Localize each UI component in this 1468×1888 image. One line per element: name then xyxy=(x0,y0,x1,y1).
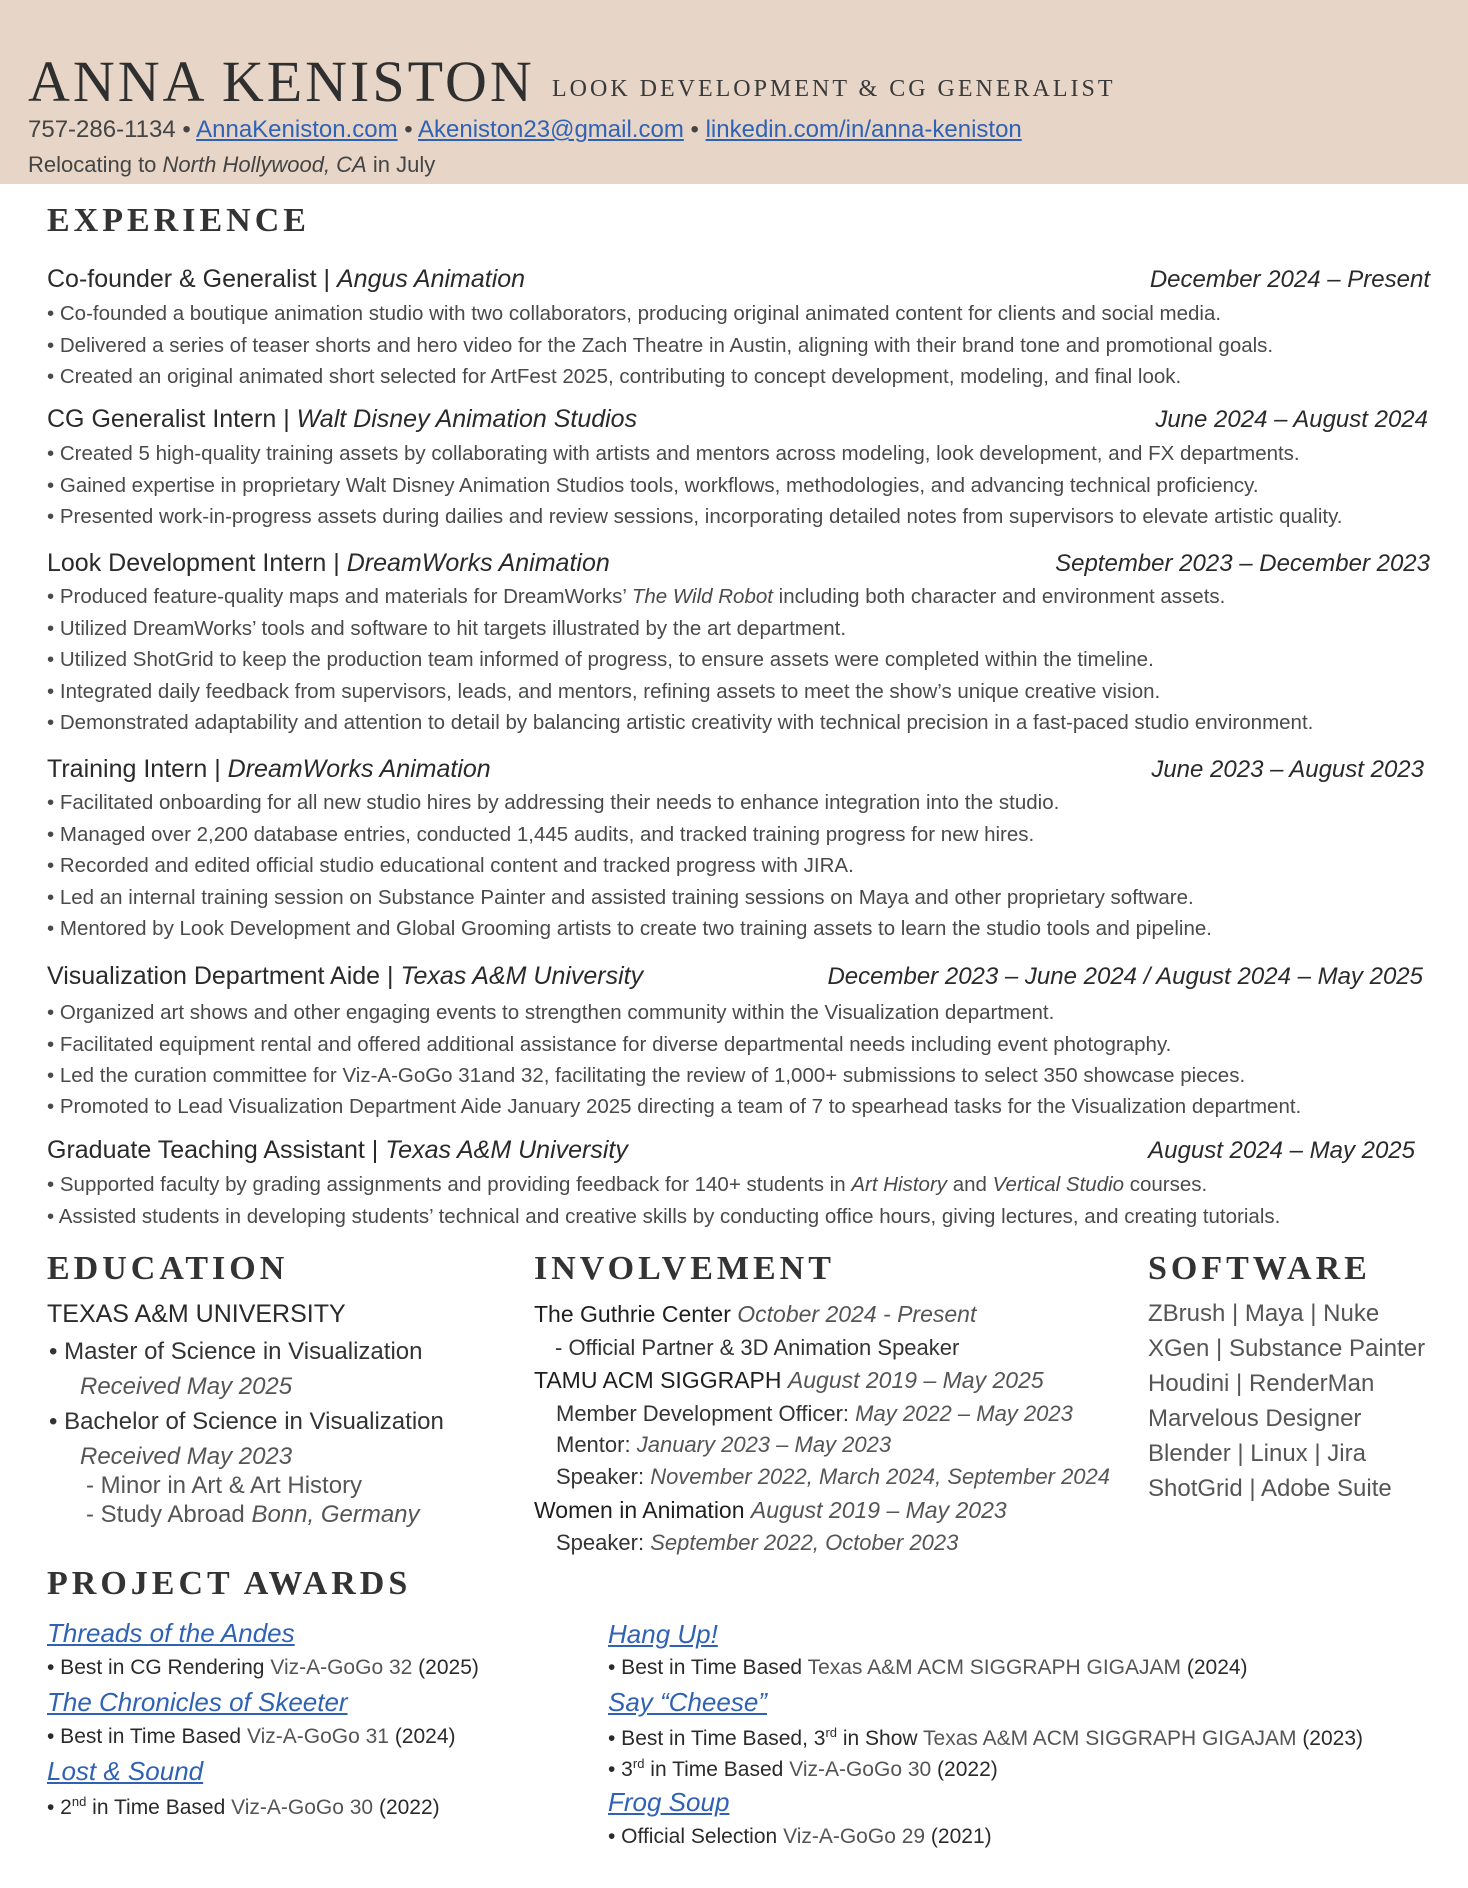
separator: • xyxy=(182,116,191,143)
ordinal-suffix: nd xyxy=(71,1794,87,1809)
separator: • xyxy=(404,116,413,143)
job-role: Look Development Intern | xyxy=(47,549,340,577)
relocation-prefix: Relocating to xyxy=(28,152,157,177)
award-event: Viz-A-GoGo 30 xyxy=(789,1758,932,1781)
award-year: (2024) xyxy=(394,1725,456,1748)
org-name: The Guthrie Center xyxy=(534,1301,731,1327)
email-link[interactable]: Akeniston23@gmail.com xyxy=(418,116,684,143)
course-name: Art History xyxy=(851,1173,948,1196)
award-name: • 2 xyxy=(47,1796,72,1819)
film-title: The Wild Robot xyxy=(631,585,773,608)
job-title xyxy=(47,405,637,434)
award-name: in Show xyxy=(837,1727,918,1750)
project-link-lost-and-sound[interactable]: Lost & Sound xyxy=(47,1756,204,1786)
job-bullet: • Created an original animated short selected for ArtFest 2025, contributing to concept development, modeling, and final look. xyxy=(47,365,1182,388)
award-line xyxy=(47,1725,456,1749)
software-line: XGen | Substance Painter xyxy=(1148,1335,1426,1362)
header-band xyxy=(0,0,1468,184)
job-bullet xyxy=(47,1173,1207,1197)
award-year: (2021) xyxy=(930,1825,992,1848)
study-abroad-place: Bonn, Germany xyxy=(251,1501,420,1528)
job-company: Angus Animation xyxy=(336,265,526,293)
award-event: Viz-A-GoGo 32 xyxy=(270,1656,413,1679)
software-line: Houdini | RenderMan xyxy=(1148,1370,1375,1397)
org-name: TAMU ACM SIGGRAPH xyxy=(534,1367,782,1393)
involvement-role: - Official Partner & 3D Animation Speaker xyxy=(555,1335,960,1360)
job-bullet xyxy=(47,585,1225,609)
job-bullet: • Utilized ShotGrid to keep the production team informed of progress, to ensure assets were completed within the timeline. xyxy=(47,648,1154,671)
role-dates: November 2022, March 2024, September 2024 xyxy=(650,1464,1111,1489)
project-link-chronicles-of-skeeter[interactable]: The Chronicles of Skeeter xyxy=(47,1687,348,1717)
degree-ms-received: Received May 2025 xyxy=(80,1373,293,1400)
linkedin-link[interactable]: linkedin.com/in/anna-keniston xyxy=(705,116,1022,143)
award-year: (2025) xyxy=(418,1656,479,1679)
job-bullet: • Recorded and edited official studio educational content and tracked progress with JIRA. xyxy=(47,854,854,877)
role-dates: September 2022, October 2023 xyxy=(650,1530,959,1555)
job-company: DreamWorks Animation xyxy=(227,755,491,783)
job-bullet: • Mentored by Look Development and Global Grooming artists to create two training assets to learn the studio tools and pipeline. xyxy=(47,917,1212,940)
job-role: Training Intern | xyxy=(47,755,221,783)
education-heading: EDUCATION xyxy=(47,1250,289,1287)
role-dates: May 2022 – May 2023 xyxy=(855,1401,1073,1426)
experience-heading: EXPERIENCE xyxy=(47,202,310,239)
job-bullet: • Integrated daily feedback from supervisors, leads, and mentors, refining assets to meet the show’s unique creative vision. xyxy=(47,680,1161,703)
job-role: Graduate Teaching Assistant | xyxy=(47,1136,379,1164)
job-bullet: • Utilized DreamWorks’ tools and software to hit targets illustrated by the art department. xyxy=(47,617,847,640)
job-bullet: • Managed over 2,200 database entries, conducted 1,445 audits, and tracked training progress for new hires. xyxy=(47,823,1035,846)
award-event: Texas A&M ACM SIGGRAPH GIGAJAM xyxy=(807,1656,1181,1679)
study-abroad-line xyxy=(86,1501,420,1529)
awards-heading: PROJECT AWARDS xyxy=(47,1565,412,1602)
software-line: ShotGrid | Adobe Suite xyxy=(1148,1475,1392,1502)
job-company: DreamWorks Animation xyxy=(346,549,610,577)
job-bullet: • Led an internal training session on Substance Painter and assisted training sessions on Maya and other proprietary software. xyxy=(47,886,1194,909)
software-line: ZBrush | Maya | Nuke xyxy=(1148,1300,1380,1327)
job-company: Texas A&M University xyxy=(385,1136,628,1164)
involvement-org xyxy=(534,1497,1007,1524)
award-line xyxy=(608,1725,1363,1751)
award-line xyxy=(608,1756,998,1782)
project-link-hang-up[interactable]: Hang Up! xyxy=(608,1619,718,1649)
award-name: in Time Based xyxy=(86,1796,226,1819)
software-line: Blender | Linux | Jira xyxy=(1148,1440,1366,1467)
job-title xyxy=(47,962,643,991)
project-link-say-cheese[interactable]: Say “Cheese” xyxy=(608,1687,767,1717)
award-line xyxy=(47,1656,479,1680)
candidate-tagline: LOOK DEVELOPMENT & CG GENERALIST xyxy=(552,76,1116,102)
award-name: in Time Based xyxy=(644,1758,784,1781)
separator: • xyxy=(690,116,699,143)
job-bullet: • Led the curation committee for Viz-A-GoGo 31and 32, facilitating the review of 1,000+ submissions to select 350 showcase pieces. xyxy=(47,1064,1246,1087)
bullet-text: and xyxy=(947,1173,993,1196)
project-link-threads-of-the-andes[interactable]: Threads of the Andes xyxy=(47,1618,295,1648)
job-bullet: • Promoted to Lead Visualization Department Aide January 2025 directing a team of 7 to spearhead tasks for the Visualization department. xyxy=(47,1095,1302,1118)
job-bullet: • Demonstrated adaptability and attention to detail by balancing artistic creativity with technical precision in a fast-paced studio environment. xyxy=(47,711,1314,734)
job-dates: December 2024 – Present xyxy=(1149,266,1430,293)
degree-bs-received: Received May 2023 xyxy=(80,1443,293,1470)
involvement-role xyxy=(556,1401,1073,1427)
job-bullet: • Created 5 high-quality training assets by collaborating with artists and mentors across modeling, look development, and FX departments. xyxy=(47,442,1300,465)
award-name: • 3 xyxy=(608,1758,633,1781)
website-link[interactable]: AnnaKeniston.com xyxy=(196,116,398,143)
job-title xyxy=(47,755,491,784)
job-bullet: • Organized art shows and other engaging events to strengthen community within the Visualization department. xyxy=(47,1001,1055,1024)
involvement-org xyxy=(534,1301,976,1328)
award-event: Texas A&M ACM SIGGRAPH GIGAJAM xyxy=(923,1727,1297,1750)
award-line xyxy=(47,1794,440,1820)
role-name: Speaker: xyxy=(556,1464,645,1489)
software-heading: SOFTWARE xyxy=(1148,1250,1371,1287)
bullet-text: • Supported faculty by grading assignments and providing feedback for 140+ students in xyxy=(47,1173,852,1196)
degree-ms: • Master of Science in Visualization xyxy=(49,1338,423,1365)
award-event: Viz-A-GoGo 29 xyxy=(783,1825,926,1848)
job-title xyxy=(47,1136,628,1165)
involvement-org xyxy=(534,1367,1044,1394)
minor-line: - Minor in Art & Art History xyxy=(86,1472,363,1499)
relocation-suffix: in July xyxy=(372,152,436,177)
bullet-text: courses. xyxy=(1124,1173,1208,1196)
ordinal-suffix: rd xyxy=(632,1756,645,1771)
ordinal-suffix: rd xyxy=(825,1725,838,1740)
job-bullet: • Gained expertise in proprietary Walt Disney Animation Studios tools, workflows, methodologies, and advancing technical proficiency. xyxy=(47,474,1259,497)
role-name: Member Development Officer: xyxy=(556,1401,850,1426)
award-name: • Best in Time Based, 3 xyxy=(608,1727,826,1750)
project-link-frog-soup[interactable]: Frog Soup xyxy=(608,1787,730,1817)
job-company: Walt Disney Animation Studios xyxy=(296,405,638,433)
job-title xyxy=(47,265,525,294)
involvement-heading: INVOLVEMENT xyxy=(534,1250,835,1287)
job-company: Texas A&M University xyxy=(400,962,644,990)
relocation-note xyxy=(28,152,435,178)
award-line xyxy=(608,1656,1248,1680)
job-bullet: • Facilitated onboarding for all new studio hires by addressing their needs to enhance integration into the studio. xyxy=(47,791,1060,814)
award-name: • Best in CG Rendering xyxy=(47,1656,265,1679)
job-bullet: • Co-founded a boutique animation studio with two collaborators, producing original animated content for clients and social media. xyxy=(47,302,1222,325)
role-name: Mentor: xyxy=(556,1432,631,1457)
phone-number: 757-286-1134 xyxy=(28,116,176,143)
involvement-role xyxy=(556,1464,1110,1490)
award-name: • Best in Time Based xyxy=(608,1656,803,1679)
role-dates: January 2023 – May 2023 xyxy=(636,1432,892,1457)
job-title xyxy=(47,549,610,578)
school-name: TEXAS A&M UNIVERSITY xyxy=(47,1300,346,1328)
job-bullet: • Presented work-in-progress assets during dailies and review sessions, incorporating detailed notes from supervisors to elevate artistic quality. xyxy=(47,505,1343,528)
job-dates: June 2024 – August 2024 xyxy=(1155,406,1428,433)
award-line xyxy=(608,1825,992,1849)
course-name: Vertical Studio xyxy=(992,1173,1125,1196)
degree-bs: • Bachelor of Science in Visualization xyxy=(49,1408,444,1435)
involvement-role xyxy=(556,1432,891,1458)
job-bullet: • Assisted students in developing students’ technical and creative skills by conducting office hours, giving lectures, and creating tutorials. xyxy=(47,1205,1281,1228)
job-dates: December 2023 – June 2024 / August 2024 – May 2025 xyxy=(827,963,1423,990)
job-dates: June 2023 – August 2023 xyxy=(1151,756,1424,783)
involvement-role xyxy=(556,1530,958,1556)
job-dates: August 2024 – May 2025 xyxy=(1148,1137,1415,1164)
award-event: Viz-A-GoGo 30 xyxy=(231,1796,374,1819)
org-dates: October 2024 - Present xyxy=(737,1301,977,1327)
role-name: Speaker: xyxy=(556,1530,645,1555)
org-dates: August 2019 – May 2023 xyxy=(750,1497,1007,1523)
award-name: • Best in Time Based xyxy=(47,1725,242,1748)
award-year: (2024) xyxy=(1186,1656,1248,1679)
award-year: (2022) xyxy=(937,1758,998,1781)
job-dates: September 2023 – December 2023 xyxy=(1055,550,1430,577)
org-name: Women in Animation xyxy=(534,1497,745,1523)
job-role: Co-founder & Generalist | xyxy=(47,265,331,293)
candidate-name: ANNA KENISTON xyxy=(28,49,535,114)
study-abroad-prefix: - Study Abroad xyxy=(86,1501,245,1528)
award-name: • Official Selection xyxy=(608,1825,778,1848)
job-bullet: • Facilitated equipment rental and offered additional assistance for diverse departmental needs including event photography. xyxy=(47,1033,1172,1056)
award-year: (2023) xyxy=(1302,1727,1364,1750)
award-event: Viz-A-GoGo 31 xyxy=(246,1725,389,1748)
contact-line xyxy=(28,116,1022,144)
award-year: (2022) xyxy=(378,1796,440,1819)
job-role: CG Generalist Intern | xyxy=(47,405,290,433)
org-dates: August 2019 – May 2025 xyxy=(787,1367,1044,1393)
software-line: Marvelous Designer xyxy=(1148,1405,1362,1432)
bullet-text: • Produced feature-quality maps and materials for DreamWorks’ xyxy=(47,585,632,608)
relocation-place: North Hollywood, CA xyxy=(162,152,367,177)
job-role: Visualization Department Aide | xyxy=(47,962,394,990)
job-bullet: • Delivered a series of teaser shorts and hero video for the Zach Theatre in Austin, aligning with their brand tone and promotional goals. xyxy=(47,334,1274,357)
bullet-text: including both character and environment assets. xyxy=(772,585,1226,608)
